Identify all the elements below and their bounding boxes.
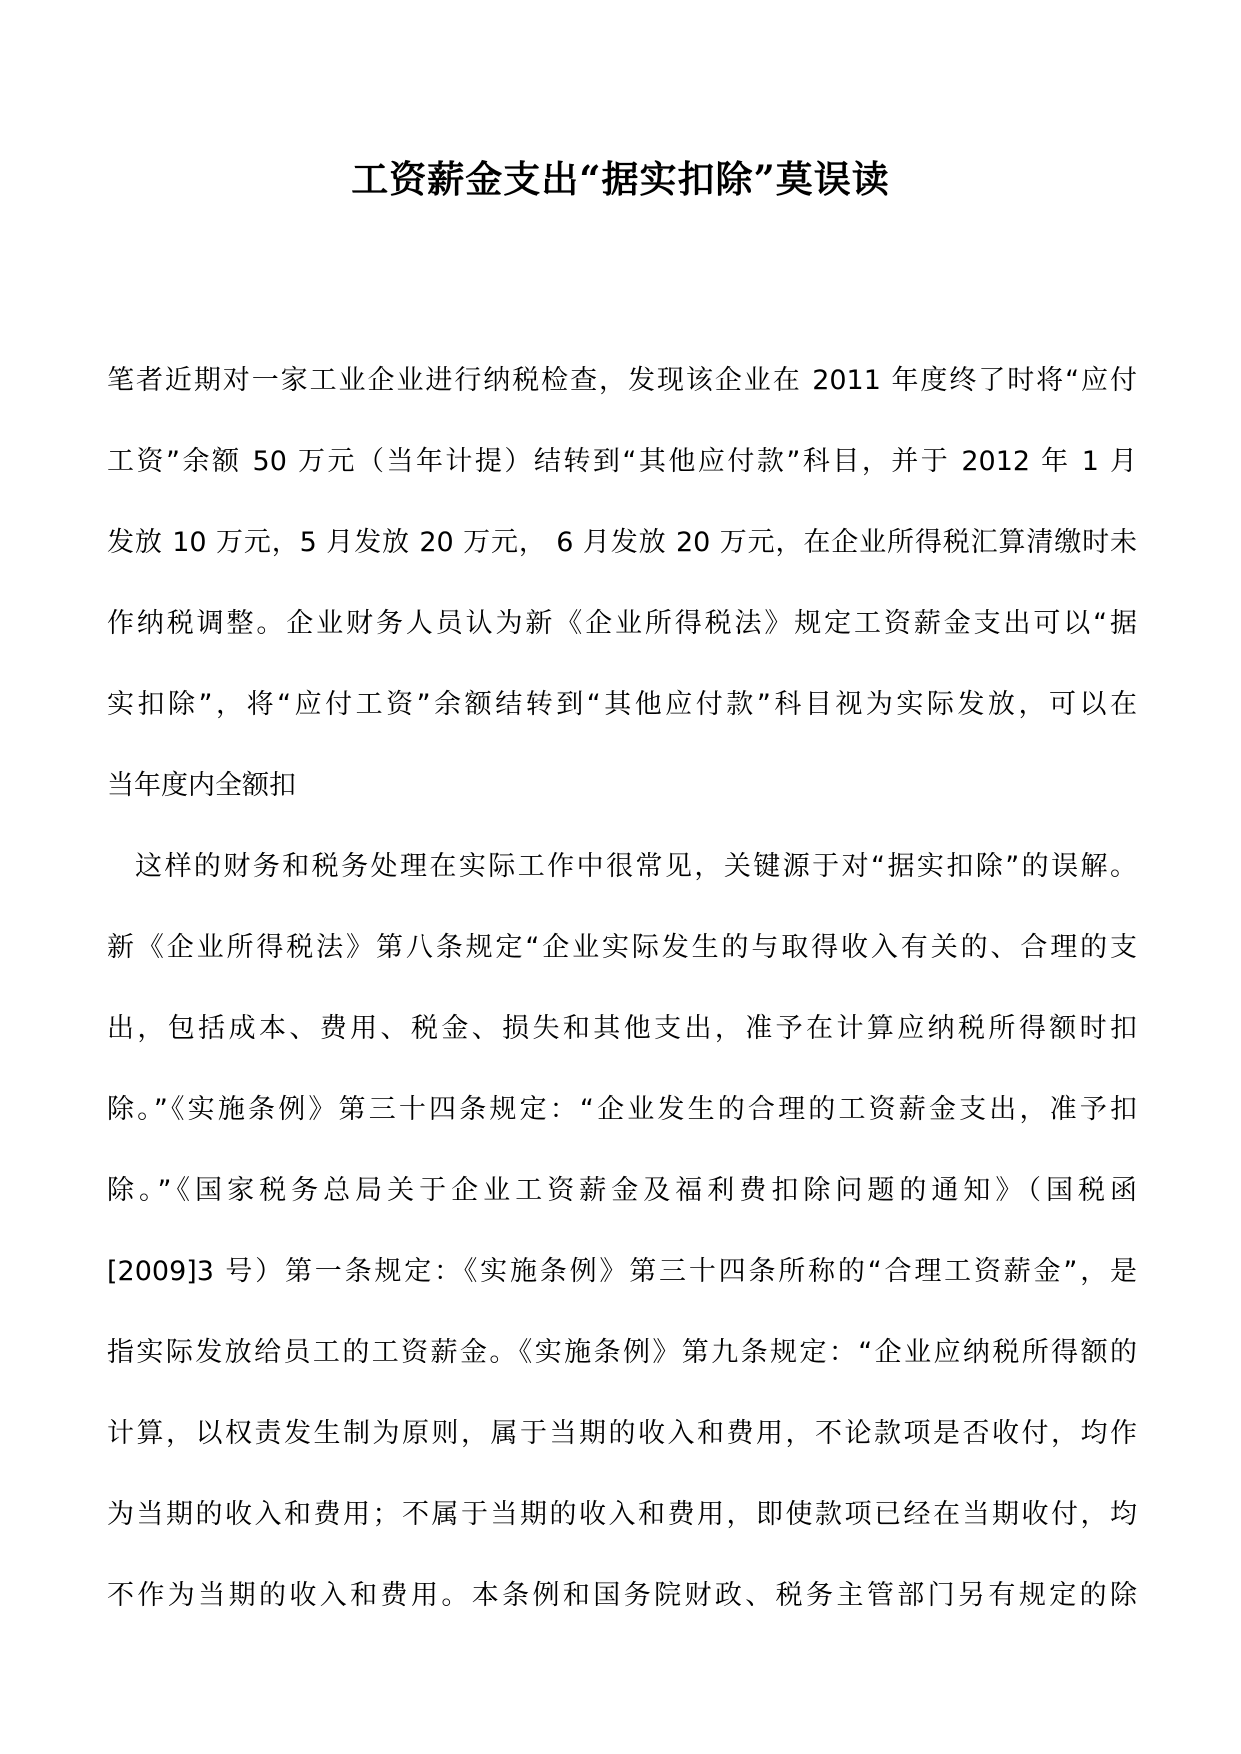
body-line: 笔者近期对一家工业企业进行纳税检查，发现该企业在 2011 年度终了时将“应付 [107, 365, 1137, 396]
body-line: 不作为当期的收入和费用。本条例和国务院财政、税务主管部门另有规定的除 [107, 1580, 1137, 1611]
document-body [107, 340, 1137, 1636]
body-line: [2009]3 号）第一条规定：《实施条例》第三十四条所称的“合理工资薪金”，是 [107, 1256, 1137, 1287]
body-line: 这样的财务和税务处理在实际工作中很常见，关键源于对“据实扣除”的误解。 [135, 851, 1137, 882]
body-line: 当年度内全额扣 [107, 770, 296, 801]
body-line: 除。”《实施条例》第三十四条规定：“企业发生的合理的工资薪金支出，准予扣 [107, 1094, 1137, 1125]
body-line: 作纳税调整。企业财务人员认为新《企业所得税法》规定工资薪金支出可以“据 [107, 608, 1137, 639]
body-line: 工资”余额 50 万元（当年计提）结转到“其他应付款”科目，并于 2012 年 1 月 [107, 446, 1137, 477]
body-line: 实扣除”，将“应付工资”余额结转到“其他应付款”科目视为实际发放，可以在 [107, 689, 1137, 720]
body-line: 指实际发放给员工的工资薪金。《实施条例》第九条规定：“企业应纳税所得额的 [107, 1337, 1137, 1368]
body-line: 发放 10 万元，5 月发放 20 万元， 6 月发放 20 万元，在企业所得税汇算清缴时未 [107, 527, 1137, 558]
body-line: 为当期的收入和费用；不属于当期的收入和费用，即使款项已经在当期收付，均 [107, 1499, 1137, 1530]
body-line: 计算，以权责发生制为原则，属于当期的收入和费用，不论款项是否收付，均作 [107, 1418, 1137, 1449]
body-line: 出，包括成本、费用、税金、损失和其他支出，准予在计算应纳税所得额时扣 [107, 1013, 1137, 1044]
body-line: 新《企业所得税法》第八条规定“企业实际发生的与取得收入有关的、合理的支 [107, 932, 1137, 963]
document-title: 工资薪金支出“据实扣除”莫误读 [351, 157, 890, 201]
body-line: 除。”《国家税务总局关于企业工资薪金及福利费扣除问题的通知》（国税函 [107, 1175, 1137, 1206]
